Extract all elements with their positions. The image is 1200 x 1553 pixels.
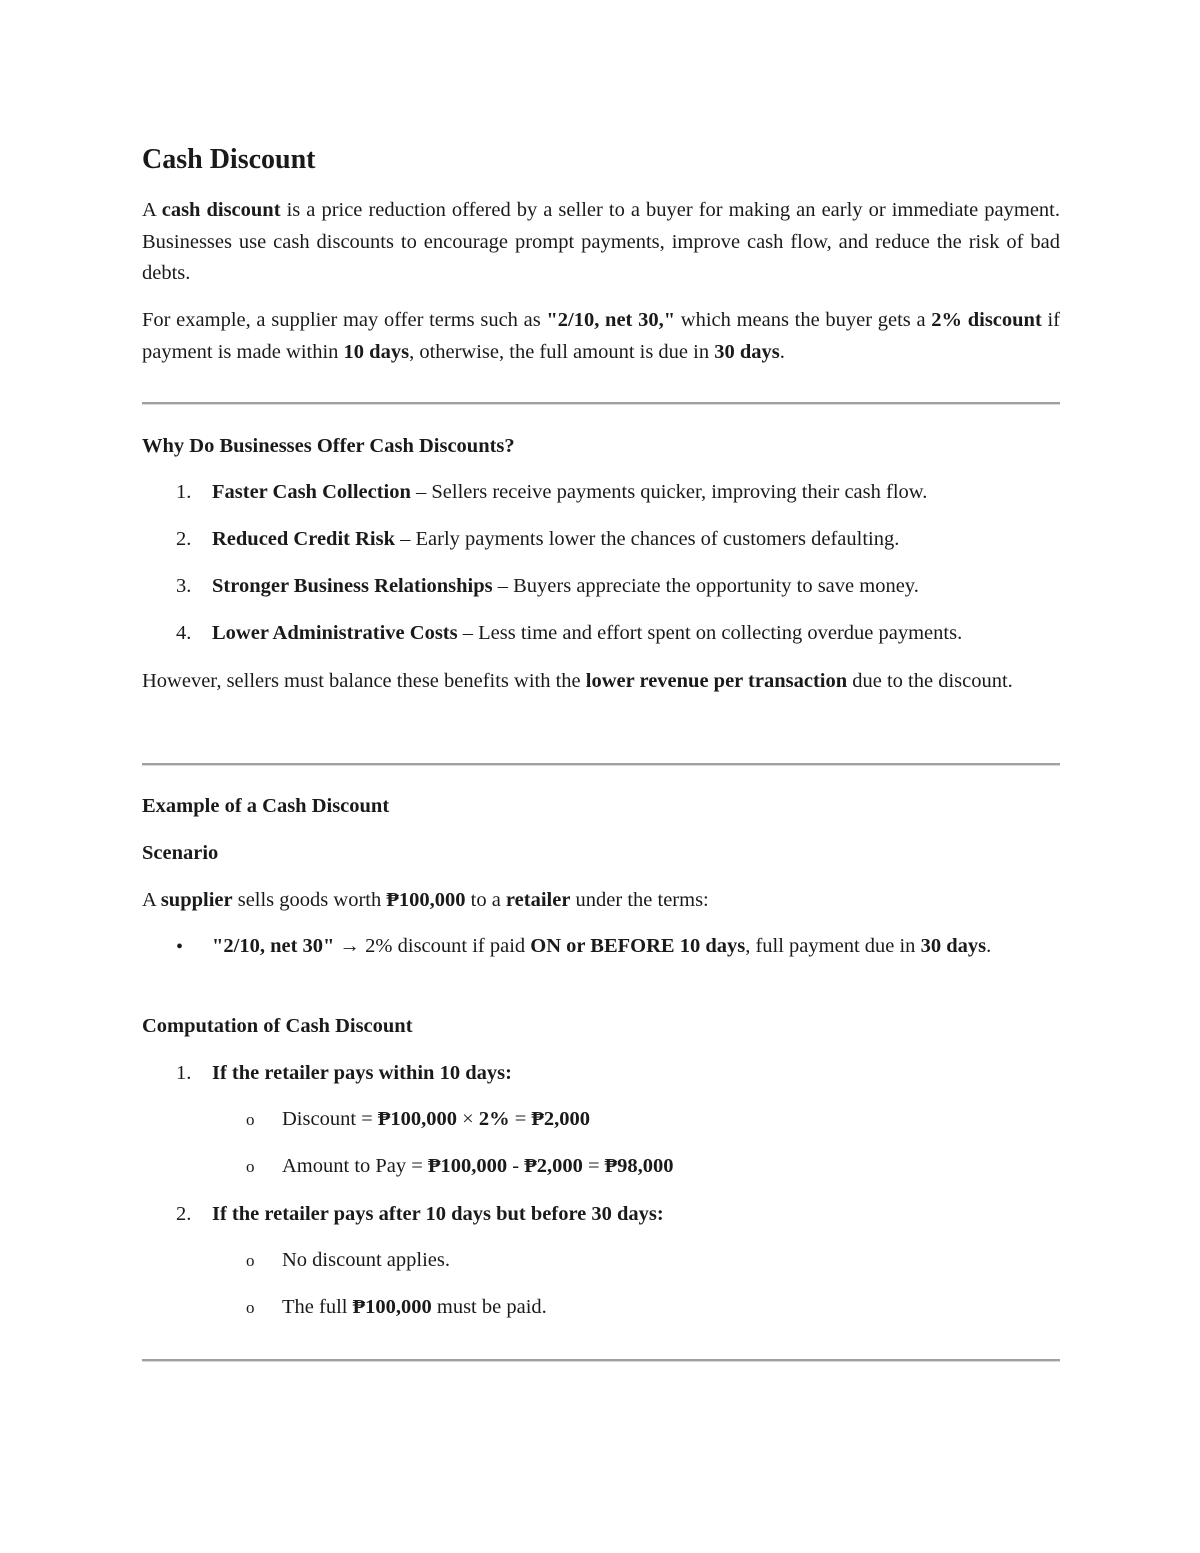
bullet-dot: • [176,936,184,958]
list-number: 1. [176,1062,192,1084]
section-divider [142,1359,1060,1362]
list-number: 4. [176,622,192,644]
reason-title: Faster Cash Collection [212,481,411,503]
reason-text: – Sellers receive payments quicker, improving their cash flow. [410,481,928,503]
example-heading: Example of a Cash Discount [142,795,390,817]
amount-to-pay-formula: Amount to Pay = ₱100,000 - ₱2,000 = ₱98,000 [282,1155,674,1177]
reason-title: Reduced Credit Risk [212,528,395,550]
reason-text: – Buyers appreciate the opportunity to save money. [492,575,919,597]
case-label: If the retailer pays after 10 days but before 30 days: [212,1203,664,1225]
no-discount-text: No discount applies. [282,1249,450,1271]
section-divider [142,763,1060,766]
list-number: 1. [176,481,192,503]
list-number: 2. [176,1203,192,1225]
full-payment-text: The full ₱100,000 must be paid. [282,1296,547,1318]
section-divider [142,402,1060,405]
reason-title: Lower Administrative Costs [212,622,458,644]
list-number: 2. [176,528,192,550]
reason-text: – Early payments lower the chances of customers defaulting. [395,528,900,550]
list-number: 3. [176,575,192,597]
conclusion-paragraph: However, sellers must balance these benefits with the lower revenue per transaction due to the discount. [142,670,1013,692]
case-label: If the retailer pays within 10 days: [212,1062,512,1084]
sub-bullet: o [246,1110,255,1129]
sub-bullet: o [246,1251,255,1270]
intro-paragraph: A cash discount is a price reduction offered by a seller to a buyer for making an early or immediate payment. Businesses use cash discounts to encourage prompt payments, improve cash flow, and reduce the risk of bad debts. [142,199,1060,284]
why-heading: Why Do Businesses Offer Cash Discounts? [142,435,515,457]
reason-title: Stronger Business Relationships [212,575,493,597]
discount-formula: Discount = ₱100,000 × 2% = ₱2,000 [282,1108,591,1130]
scenario-heading: Scenario [142,842,219,864]
page-title: Cash Discount [142,144,316,175]
sub-bullet: o [246,1157,255,1176]
computation-heading: Computation of Cash Discount [142,1015,413,1037]
sub-bullet: o [246,1298,255,1317]
reason-text: – Less time and effort spent on collecting overdue payments. [457,622,963,644]
scenario-paragraph: A supplier sells goods worth ₱100,000 to a retailer under the terms: [142,889,709,911]
example-terms-paragraph: For example, a supplier may offer terms such as "2/10, net 30," which means the buyer gets a 2% discount if payment is made within 10 days, otherwise, the full amount is due in 30 days. [142,309,1060,363]
